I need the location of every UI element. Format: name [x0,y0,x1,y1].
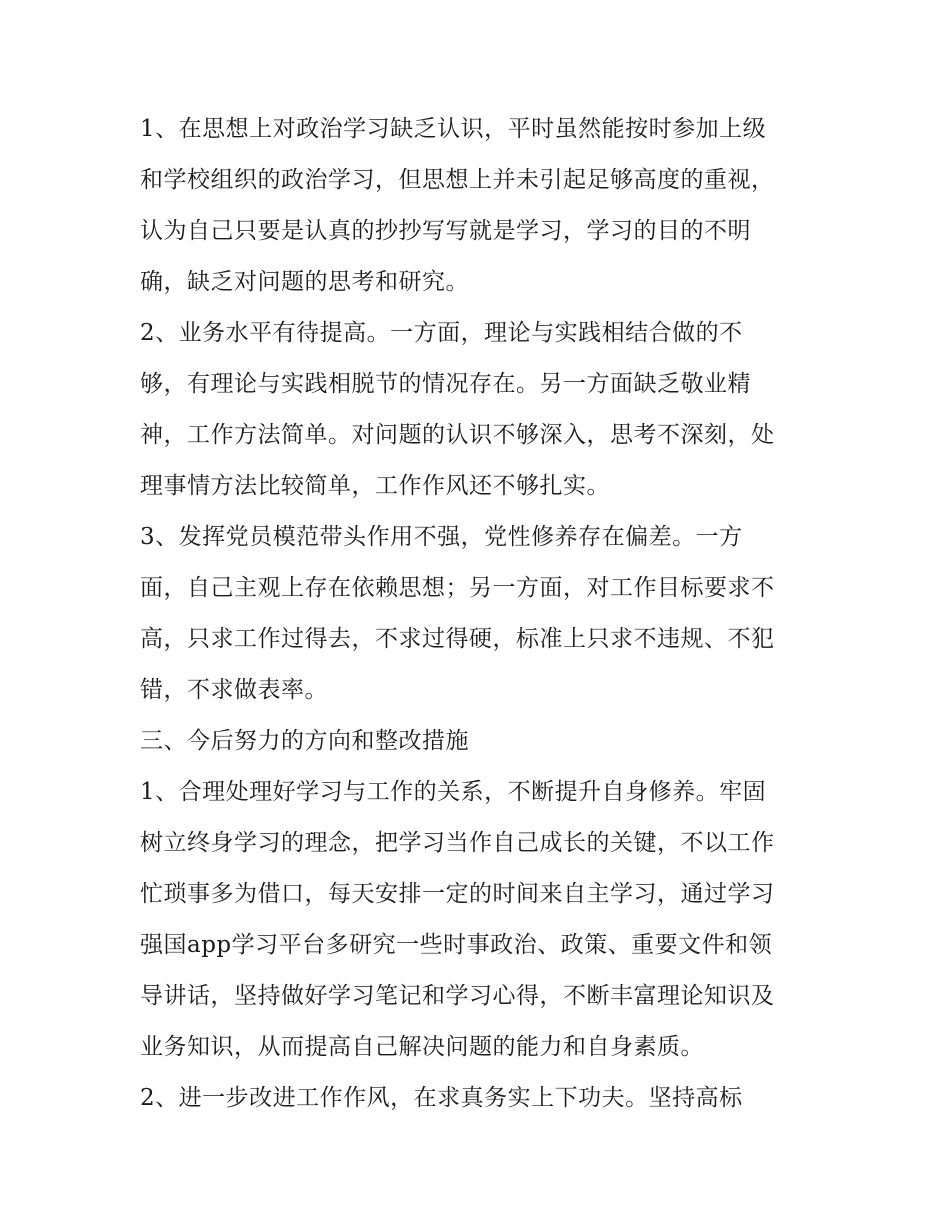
text-line: 树立终身学习的理念，把学习当作自己成长的关键，不以工作 [140,830,775,856]
text-line: 认为自己只要是认真的抄抄写写就是学习，学习的目的不明 [140,218,751,244]
text-line: 1、在思想上对政治学习缺乏认识，平时虽然能按时参加上级 [140,116,767,142]
text-line: 和学校组织的政治学习，但思想上并未引起足够高度的重视， [140,167,775,193]
text-line: 理事情方法比较简单，工作作风还不够扎实。 [140,473,610,499]
text-line: 3、发挥党员模范带头作用不强，党性修养存在偏差。一方 [140,524,743,550]
text-line: 忙琐事多为借口，每天安排一定的时间来自主学习，通过学习 [140,881,775,907]
text-line: 够，有理论与实践相脱节的情况存在。另一方面缺乏敬业精 [140,371,751,397]
section-heading: 三、今后努力的方向和整改措施 [140,728,469,754]
text-line: 错，不求做表率。 [140,677,328,703]
text-line: 业务知识，从而提高自己解决问题的能力和自身素质。 [140,1034,704,1060]
text-line: 面，自己主观上存在依赖思想；另一方面，对工作目标要求不 [140,575,775,601]
text-line: 神，工作方法简单。对问题的认识不够深入，思考不深刻，处 [140,422,775,448]
text-line: 确，缺乏对问题的思考和研究。 [140,269,469,295]
text-line: 1、合理处理好学习与工作的关系，不断提升自身修养。牢固 [140,779,767,805]
text-line: 强国app学习平台多研究一些时事政治、政策、重要文件和领 [140,932,773,958]
document-body [140,104,840,1124]
text-line: 高，只求工作过得去，不求过得硬，标准上只求不违规、不犯 [140,626,775,652]
text-line: 导讲话，坚持做好学习笔记和学习心得，不断丰富理论知识及 [140,983,775,1009]
text-line: 2、业务水平有待提高。一方面，理论与实践相结合做的不 [140,320,743,346]
text-line: 2、进一步改进工作作风，在求真务实上下功夫。坚持高标 [140,1085,743,1111]
